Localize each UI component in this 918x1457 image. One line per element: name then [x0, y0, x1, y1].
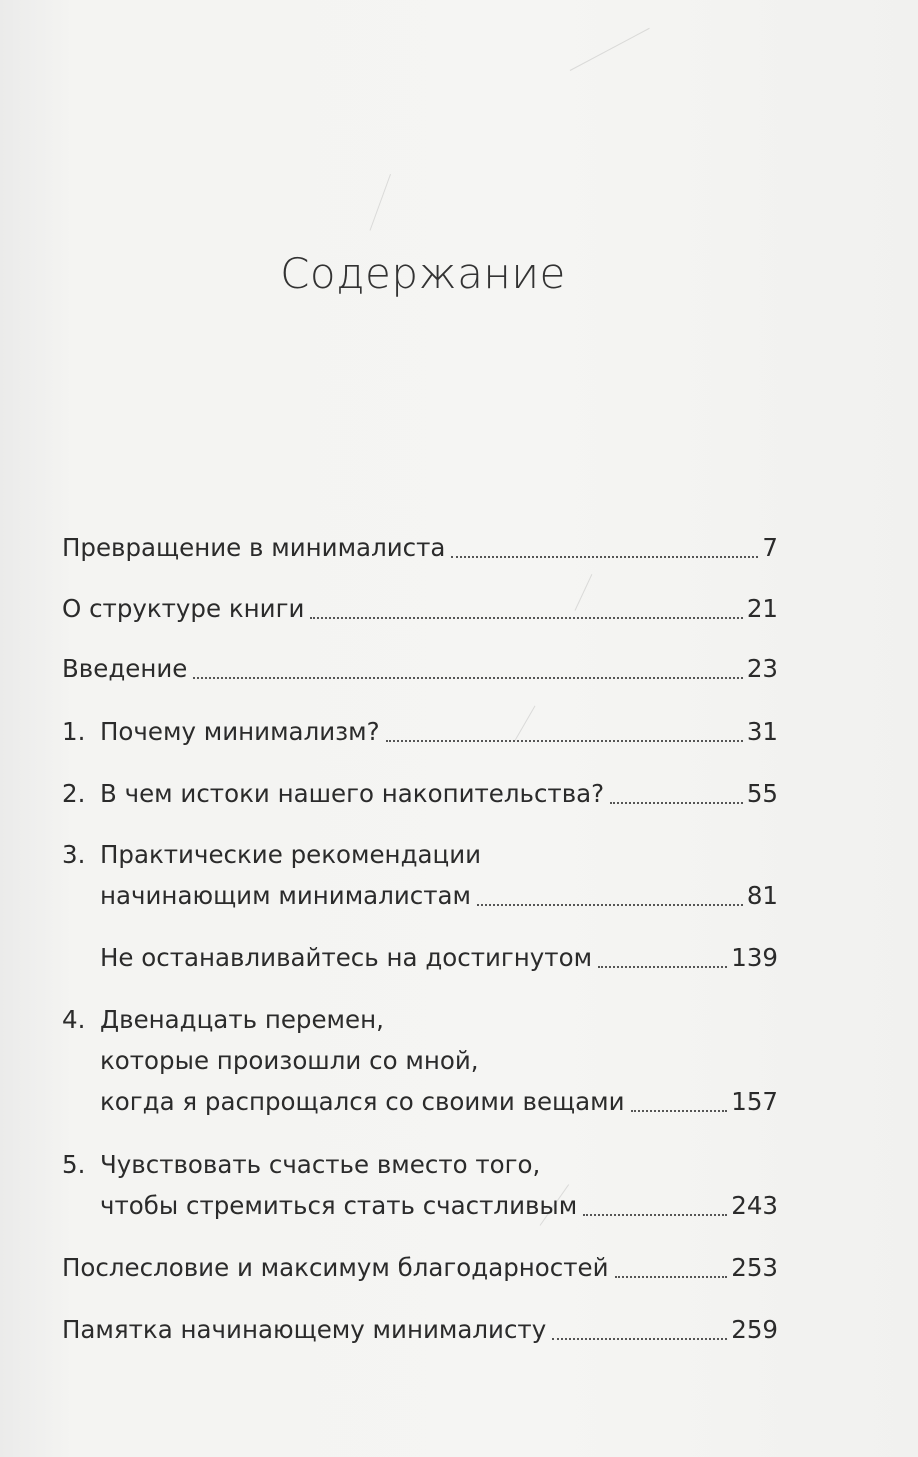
toc-entry-first-line — [62, 1000, 384, 1040]
toc-entry-title: Памятка начинающему минималисту — [62, 1315, 547, 1344]
toc-entry-title-continued: когда я распрощался со своими вещами — [100, 1087, 625, 1116]
toc-entry-title: Чувствовать счастье вместо того, — [100, 1150, 541, 1179]
toc-page-number: 31 — [746, 717, 778, 746]
toc-entry — [100, 938, 778, 978]
dot-leader — [615, 1276, 728, 1278]
toc-entry-title: В чем истоки нашего накопительства? — [100, 779, 605, 808]
dot-leader — [451, 556, 758, 558]
toc-entry — [100, 1082, 778, 1122]
toc-entry-title-continued: начинающим минималистам — [100, 881, 472, 910]
toc-entry-title: О структуре книги — [62, 594, 305, 623]
toc-entry-title: Не останавливайтесь на достигнутом — [100, 943, 593, 972]
toc-entry-first-line — [62, 835, 481, 875]
toc-chapter-number: 4. — [62, 1005, 86, 1034]
toc-page-number: 157 — [731, 1087, 778, 1116]
page-title: Содержание — [280, 249, 566, 298]
toc-entry — [100, 876, 778, 916]
dot-leader — [386, 740, 743, 742]
toc-entry-first-line — [62, 1145, 540, 1185]
toc-chapter-number: 2. — [62, 779, 86, 808]
toc-entry-title: Превращение в минималиста — [62, 533, 446, 562]
toc-page-number: 243 — [731, 1191, 778, 1220]
dot-leader — [477, 904, 743, 906]
toc-entry — [62, 1248, 778, 1288]
toc-entry-title: Практические рекомендации — [100, 840, 482, 869]
toc-entry — [62, 712, 778, 752]
toc-entry — [62, 649, 778, 689]
toc-chapter-number: 1. — [62, 717, 86, 746]
toc-page-number: 259 — [731, 1315, 778, 1344]
toc-chapter-number: 3. — [62, 840, 86, 869]
toc-entry — [62, 774, 778, 814]
dot-leader — [583, 1214, 727, 1216]
toc-entry — [62, 528, 778, 568]
dot-leader — [310, 617, 742, 619]
toc-page-number: 139 — [731, 943, 778, 972]
dot-leader — [610, 802, 743, 804]
toc-entry — [62, 589, 778, 629]
dot-leader — [193, 677, 742, 679]
toc-page-number: 21 — [746, 594, 778, 623]
dot-leader — [598, 966, 727, 968]
toc-entry — [100, 1186, 778, 1226]
toc-entry-title: Двенадцать перемен, — [100, 1005, 384, 1034]
toc-entry-title: Почему минимализм? — [100, 717, 380, 746]
toc-page-number: 55 — [746, 779, 778, 808]
toc-entry — [62, 1310, 778, 1350]
dot-leader — [631, 1110, 728, 1112]
toc-page-number: 81 — [746, 881, 778, 910]
toc-page-number: 23 — [746, 654, 778, 683]
toc-chapter-number: 5. — [62, 1150, 86, 1179]
toc-entry-title: Введение — [62, 654, 188, 683]
toc-entry-title-continued: которые произошли со мной, — [100, 1046, 479, 1075]
toc-entry-title: Послесловие и максимум благодарностей — [62, 1253, 609, 1282]
dot-leader — [552, 1338, 727, 1340]
toc-page-number: 7 — [762, 533, 778, 562]
toc-page-number: 253 — [731, 1253, 778, 1282]
toc-entry-title-continued: чтобы стремиться стать счастливым — [100, 1191, 578, 1220]
